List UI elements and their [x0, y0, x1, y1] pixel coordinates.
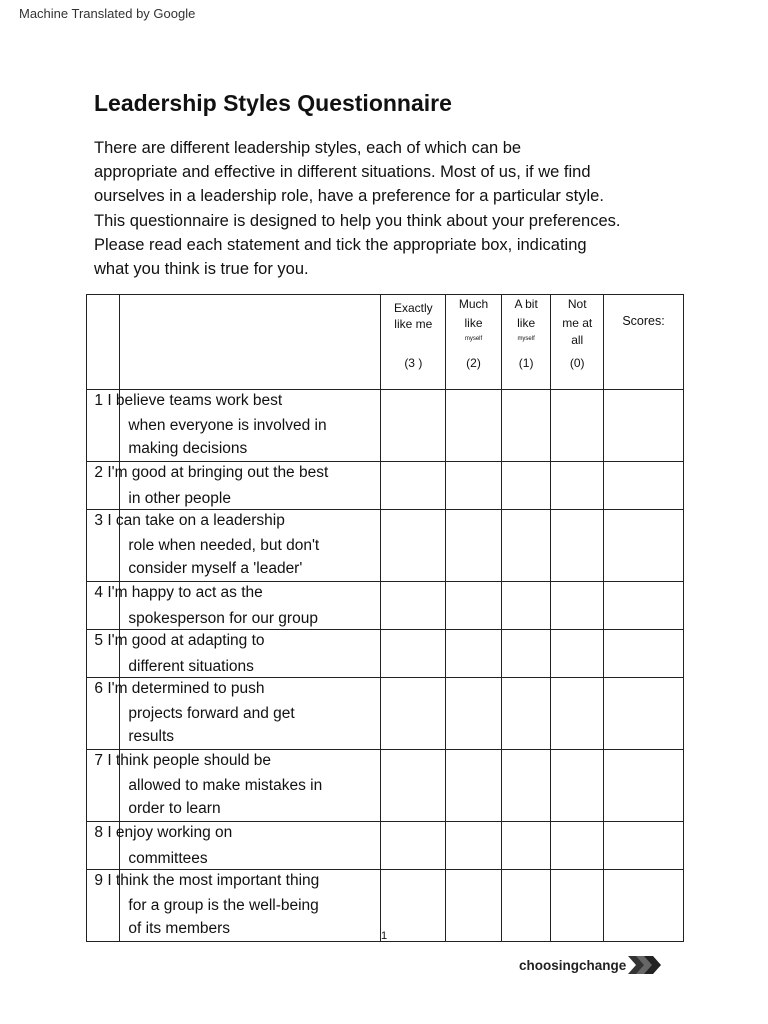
header-points: (1): [518, 356, 534, 370]
statement-continuation-line: consider myself a 'leader': [128, 560, 303, 577]
header-not-me-at-all: [551, 295, 604, 390]
statement-row: [87, 510, 684, 582]
statement-continuation-line: of its members: [128, 920, 231, 937]
tick-exactly-like-me[interactable]: [381, 822, 446, 870]
tick-exactly-like-me[interactable]: [381, 582, 446, 630]
tick-exactly-like-me[interactable]: [381, 678, 446, 750]
header-scores: Scores:: [604, 295, 684, 390]
statement-text-cell: [94, 462, 381, 510]
tick-a-bit-like-myself[interactable]: [501, 630, 551, 678]
tick-much-like-myself[interactable]: [446, 630, 502, 678]
tick-exactly-like-me[interactable]: [381, 462, 446, 510]
statement-continuation-line: making decisions: [128, 440, 248, 457]
statement-continuation-line: projects forward and get: [128, 705, 295, 722]
tick-much-like-myself[interactable]: [446, 822, 502, 870]
statement-continuation-line: allowed to make mistakes in: [128, 777, 323, 794]
score-cell[interactable]: [604, 510, 684, 582]
tick-not-me-at-all[interactable]: [551, 678, 604, 750]
statement-row: [87, 822, 684, 870]
statement-continuation-line: results: [128, 728, 175, 745]
tick-much-like-myself[interactable]: [446, 510, 502, 582]
statement-first-line: 3 I can take on a leadership: [94, 512, 285, 529]
header-blank-cell: [87, 295, 120, 390]
header-much-like-myself: [446, 295, 502, 390]
intro-line: ourselves in a leadership role, have a preference for a particular style.: [94, 187, 604, 206]
statement-continuation-line: different situations: [128, 658, 254, 675]
statement-continuation-line: in other people: [128, 490, 231, 507]
statement-text-cell: [94, 678, 381, 750]
statement-continuation-line: order to learn: [128, 800, 221, 817]
translation-banner: Machine Translated by Google: [19, 6, 196, 21]
statement-text-cell: [94, 750, 381, 822]
statement-row: [87, 390, 684, 462]
tick-much-like-myself[interactable]: [446, 750, 502, 822]
statement-first-line: 1 I believe teams work best: [94, 392, 283, 409]
intro-line: what you think is true for you.: [94, 260, 309, 279]
intro-line: Please read each statement and tick the appropriate box, indicating: [94, 235, 587, 254]
statement-continuation-line: committees: [128, 850, 208, 867]
statement-first-line: 6 I'm determined to push: [94, 680, 265, 697]
header-exactly-like-me: [381, 295, 446, 390]
tick-much-like-myself[interactable]: [446, 870, 502, 942]
tick-much-like-myself[interactable]: [446, 678, 502, 750]
statement-text-cell: [94, 510, 381, 582]
choosingchange-logo: [519, 954, 662, 976]
header-sub: myself: [464, 336, 483, 342]
intro-paragraph: [94, 136, 694, 281]
score-cell[interactable]: [604, 750, 684, 822]
tick-a-bit-like-myself[interactable]: [501, 870, 551, 942]
header-line: all: [571, 333, 584, 347]
page-number: 1: [381, 930, 388, 942]
header-row: [87, 295, 684, 390]
tick-a-bit-like-myself[interactable]: [501, 750, 551, 822]
tick-a-bit-like-myself[interactable]: [501, 510, 551, 582]
statement-text-cell: [94, 822, 381, 870]
score-cell[interactable]: [604, 390, 684, 462]
header-blank-cell: [120, 295, 381, 390]
tick-a-bit-like-myself[interactable]: [501, 678, 551, 750]
statement-text-cell: [94, 870, 381, 942]
tick-a-bit-like-myself[interactable]: [501, 462, 551, 510]
tick-not-me-at-all[interactable]: [551, 870, 604, 942]
tick-exactly-like-me[interactable]: [381, 510, 446, 582]
statement-continuation-line: role when needed, but don't: [128, 537, 320, 554]
statement-first-line: 7 I think people should be: [94, 752, 272, 769]
tick-not-me-at-all[interactable]: [551, 582, 604, 630]
header-sub: myself: [517, 336, 535, 342]
intro-line: This questionnaire is designed to help you think about your preferences.: [94, 211, 621, 230]
statement-text-cell: [94, 390, 381, 462]
tick-exactly-like-me[interactable]: [381, 750, 446, 822]
header-line: me at: [562, 316, 593, 330]
tick-not-me-at-all[interactable]: [551, 510, 604, 582]
tick-a-bit-like-myself[interactable]: [501, 822, 551, 870]
statement-first-line: 5 I'm good at adapting to: [94, 632, 265, 649]
tick-much-like-myself[interactable]: [446, 462, 502, 510]
statement-continuation-line: spokesperson for our group: [128, 610, 318, 627]
header-a-bit-like-myself: [501, 295, 551, 390]
header-line: like: [464, 316, 483, 330]
tick-exactly-like-me[interactable]: [381, 870, 446, 942]
logo-text: choosingchange: [519, 957, 627, 973]
score-cell[interactable]: [604, 870, 684, 942]
questionnaire-body: [87, 295, 684, 942]
statement-text-cell: [94, 582, 381, 630]
tick-not-me-at-all[interactable]: [551, 462, 604, 510]
tick-not-me-at-all[interactable]: [551, 822, 604, 870]
header-points: (2): [466, 356, 481, 370]
score-cell[interactable]: [604, 462, 684, 510]
intro-line: appropriate and effective in different situations. Most of us, if we find: [94, 163, 591, 182]
score-cell[interactable]: [604, 630, 684, 678]
statement-row: [87, 582, 684, 630]
score-cell[interactable]: [604, 678, 684, 750]
statement-continuation-line: when everyone is involved in: [128, 417, 327, 434]
statement-first-line: 2 I'm good at bringing out the best: [94, 464, 329, 481]
statement-first-line: 4 I'm happy to act as the: [94, 584, 263, 601]
tick-a-bit-like-myself[interactable]: [501, 390, 551, 462]
header-line: Not: [567, 297, 587, 311]
score-cell[interactable]: [604, 822, 684, 870]
header-line: like me: [394, 317, 433, 331]
score-cell[interactable]: [604, 582, 684, 630]
statement-row: [87, 678, 684, 750]
questionnaire-table: [86, 294, 684, 942]
tick-not-me-at-all[interactable]: [551, 630, 604, 678]
tick-not-me-at-all[interactable]: [551, 750, 604, 822]
statement-first-line: 9 I think the most important thing: [94, 872, 320, 889]
tick-not-me-at-all[interactable]: [551, 390, 604, 462]
tick-exactly-like-me[interactable]: [381, 390, 446, 462]
header-points: (3 ): [404, 356, 423, 370]
header-line: A bit: [514, 297, 538, 311]
statement-row: [87, 630, 684, 678]
statement-row: [87, 462, 684, 510]
intro-line: There are different leadership styles, each of which can be: [94, 139, 522, 157]
header-line: like: [517, 316, 536, 330]
statement-continuation-line: for a group is the well-being: [128, 897, 319, 914]
logo-arrows-icon: [628, 954, 662, 976]
page-title: Leadership Styles Questionnaire: [94, 90, 452, 116]
tick-much-like-myself[interactable]: [446, 582, 502, 630]
tick-exactly-like-me[interactable]: [381, 630, 446, 678]
statement-row: [87, 750, 684, 822]
statement-text-cell: [94, 630, 381, 678]
header-points: (0): [569, 356, 585, 370]
tick-a-bit-like-myself[interactable]: [501, 582, 551, 630]
tick-much-like-myself[interactable]: [446, 390, 502, 462]
header-line: Much: [458, 297, 489, 311]
header-line: Exactly: [393, 301, 433, 315]
statement-first-line: 8 I enjoy working on: [94, 824, 233, 841]
